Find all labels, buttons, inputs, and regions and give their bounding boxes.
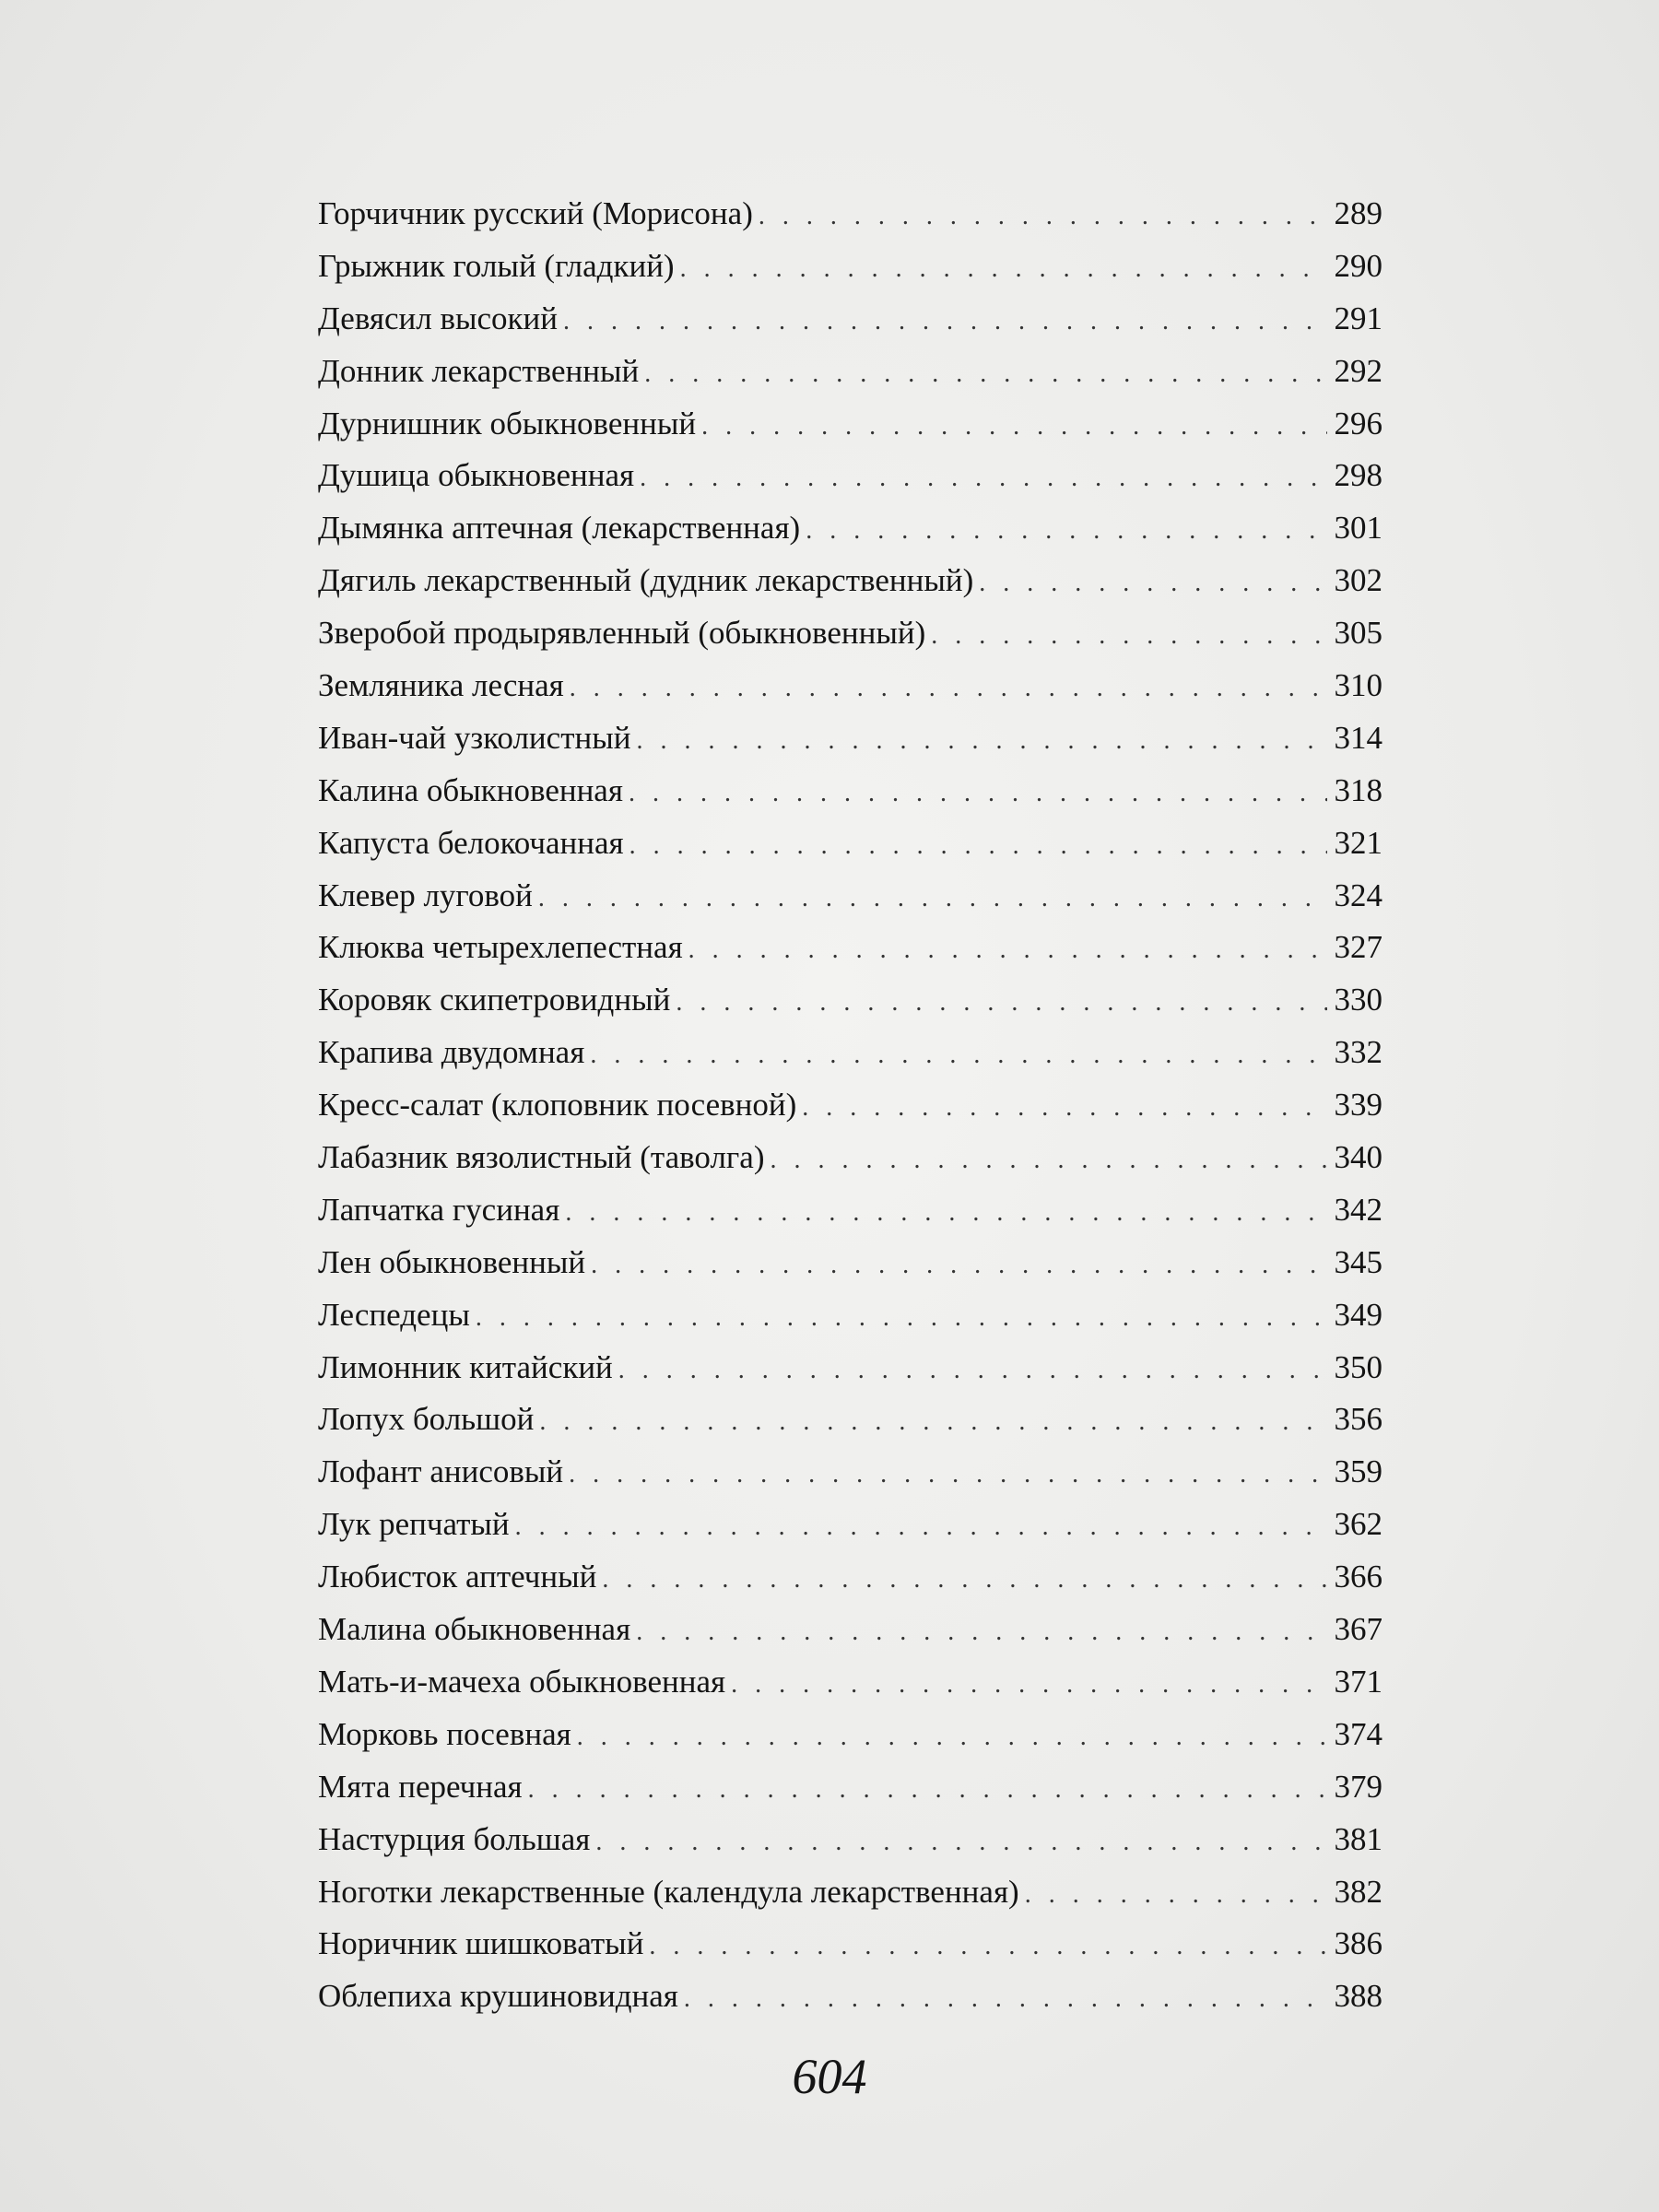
toc-entry-title: Кресс-салат (клоповник посевной) (318, 1087, 797, 1124)
toc-entry-title: Дурнишник обыкновенный (318, 405, 697, 441)
dot-leader (649, 1921, 1326, 1971)
toc-entry-page: 301 (1334, 510, 1382, 547)
dot-leader (577, 1712, 1327, 1761)
dot-leader (563, 296, 1326, 346)
dot-leader (570, 663, 1327, 712)
dot-leader (688, 924, 1327, 974)
toc-entry-title: Грыжник голый (гладкий) (318, 247, 675, 284)
toc-entry-page: 379 (1334, 1768, 1382, 1805)
toc-entry-page: 367 (1334, 1611, 1382, 1648)
dot-leader (618, 1345, 1327, 1394)
toc-entry-title: Земляника лесная (318, 667, 564, 704)
toc-entry-title: Малина обыкновенная (318, 1611, 631, 1648)
toc-entry-title: Донник лекарственный (318, 352, 640, 389)
toc-entry-title: Девясил высокий (318, 300, 559, 336)
toc-entry (318, 502, 1382, 555)
toc-entry-page: 382 (1334, 1873, 1382, 1910)
toc-entry-page: 349 (1334, 1296, 1382, 1333)
toc-entry-title: Лопух большой (318, 1401, 535, 1438)
dot-leader (595, 1817, 1326, 1866)
toc-entry (318, 660, 1382, 712)
toc-entry (318, 607, 1382, 660)
toc-entry-page: 388 (1334, 1978, 1382, 2015)
toc-entry (318, 188, 1382, 241)
dot-leader (636, 715, 1326, 765)
toc-entry-page: 339 (1334, 1087, 1382, 1124)
toc-entry-title: Мать-и-мачеха обыкновенная (318, 1663, 726, 1700)
toc-entry-title: Калина обыкновенная (318, 771, 623, 808)
toc-entry-page: 318 (1334, 771, 1382, 808)
toc-entry (318, 293, 1382, 346)
toc-entry-page: 362 (1334, 1506, 1382, 1543)
toc-entry-page: 289 (1334, 195, 1382, 231)
page-number: 604 (792, 2049, 867, 2104)
toc-entry-page: 296 (1334, 405, 1382, 441)
toc-entry-title: Горчичник русский (Морисона) (318, 195, 753, 231)
toc-entry-page: 381 (1334, 1820, 1382, 1857)
toc-entry-page: 356 (1334, 1401, 1382, 1438)
toc-entry (318, 1027, 1382, 1079)
dot-leader (640, 453, 1326, 502)
toc-entry (318, 1971, 1382, 2023)
toc-entry (318, 1079, 1382, 1132)
toc-entry-page: 298 (1334, 457, 1382, 494)
dot-leader (644, 348, 1326, 398)
toc-entry-title: Морковь посевная (318, 1715, 571, 1752)
dot-leader (591, 1240, 1326, 1289)
toc-entry (318, 1866, 1382, 1919)
toc-entry-page: 342 (1334, 1191, 1382, 1228)
dot-leader (629, 820, 1327, 870)
toc-entry-title: Зверобой продырявленный (обыкновенный) (318, 615, 926, 652)
toc-entry-page: 292 (1334, 352, 1382, 389)
toc-entry (318, 1237, 1382, 1289)
toc-entry-page: 291 (1334, 300, 1382, 336)
dot-leader (636, 1606, 1326, 1656)
toc-entry (318, 1132, 1382, 1184)
toc-entry-title: Ноготки лекарственные (календула лекарственная) (318, 1873, 1019, 1910)
toc-entry-page: 330 (1334, 982, 1382, 1018)
toc-entry-title: Настурция большая (318, 1820, 591, 1857)
dot-leader (676, 977, 1326, 1027)
toc-entry (318, 398, 1382, 451)
toc-entry-page: 366 (1334, 1559, 1382, 1595)
toc-entry-page: 310 (1334, 667, 1382, 704)
dot-leader (538, 873, 1327, 923)
dot-leader (684, 1973, 1327, 2023)
toc-entry (318, 870, 1382, 923)
dot-leader (802, 1082, 1326, 1132)
dot-leader (590, 1030, 1326, 1079)
toc-entry-page: 350 (1334, 1348, 1382, 1385)
dot-leader (565, 1187, 1326, 1237)
toc-entry (318, 1814, 1382, 1866)
toc-entry-title: Лен обыкновенный (318, 1243, 586, 1280)
toc-entry-page: 302 (1334, 562, 1382, 599)
dot-leader (602, 1554, 1326, 1604)
toc-entry (318, 1394, 1382, 1446)
toc-entry-title: Облепиха крушиновидная (318, 1978, 678, 2015)
toc-entry (318, 1656, 1382, 1709)
dot-leader (806, 505, 1326, 555)
toc-entry (318, 818, 1382, 870)
toc-entry-title: Крапива двудомная (318, 1034, 585, 1071)
toc-entry-page: 314 (1334, 719, 1382, 756)
toc-entry (318, 1551, 1382, 1604)
dot-leader (539, 1396, 1326, 1446)
toc-entry-page: 290 (1334, 247, 1382, 284)
toc-entry-title: Лук репчатый (318, 1506, 510, 1543)
dot-leader (476, 1292, 1327, 1342)
dot-leader (759, 191, 1327, 241)
dot-leader (1025, 1869, 1327, 1919)
toc-entry-title: Иван-чай узколистный (318, 719, 631, 756)
toc-entry (318, 922, 1382, 974)
toc-entry-title: Норичник шишковатый (318, 1925, 644, 1962)
toc-entry-title: Лабазник вязолистный (таволга) (318, 1139, 765, 1176)
toc-entry (318, 1289, 1382, 1342)
toc-entry (318, 1184, 1382, 1237)
toc-entry-title: Дягиль лекарственный (дудник лекарственный) (318, 562, 974, 599)
toc-entry-page: 340 (1334, 1139, 1382, 1176)
toc-entry (318, 1499, 1382, 1551)
toc-entry-page: 332 (1334, 1034, 1382, 1071)
toc-entry-title: Коровяк скипетровидный (318, 982, 671, 1018)
toc-entry (318, 1918, 1382, 1971)
toc-entry-title: Лапчатка гусиная (318, 1191, 560, 1228)
dot-leader (629, 768, 1327, 818)
toc-entry-page: 359 (1334, 1453, 1382, 1490)
toc-entry-page: 305 (1334, 615, 1382, 652)
toc-entry (318, 1342, 1382, 1394)
toc-entry-title: Любисток аптечный (318, 1559, 597, 1595)
toc-entry-title: Мята перечная (318, 1768, 523, 1805)
toc-entry-title: Капуста белокочанная (318, 824, 624, 861)
dot-leader (770, 1135, 1326, 1184)
dot-leader (515, 1501, 1327, 1551)
toc-entry-title: Леспедецы (318, 1296, 470, 1333)
dot-leader (528, 1764, 1327, 1814)
toc-entry (318, 765, 1382, 818)
toc-entry-title: Клюква четырехлепестная (318, 929, 683, 966)
dot-leader (979, 558, 1326, 607)
toc-entry-page: 374 (1334, 1715, 1382, 1752)
toc-entry-title: Душица обыкновенная (318, 457, 635, 494)
toc-entry-page: 321 (1334, 824, 1382, 861)
table-of-contents (318, 188, 1382, 2023)
toc-entry (318, 712, 1382, 765)
dot-leader (701, 401, 1326, 451)
toc-entry (318, 450, 1382, 502)
toc-entry-title: Дымянка аптечная (лекарственная) (318, 510, 801, 547)
toc-entry (318, 241, 1382, 293)
toc-entry-page: 324 (1334, 877, 1382, 913)
dot-leader (569, 1449, 1326, 1499)
toc-entry (318, 1709, 1382, 1761)
toc-entry-title: Клевер луговой (318, 877, 533, 913)
dot-leader (680, 243, 1327, 293)
toc-entry-title: Лофант анисовый (318, 1453, 564, 1490)
dot-leader (931, 610, 1326, 660)
toc-entry-page: 327 (1334, 929, 1382, 966)
toc-entry (318, 1604, 1382, 1656)
toc-entry-title: Лимонник китайский (318, 1348, 613, 1385)
toc-entry (318, 1761, 1382, 1814)
toc-entry (318, 974, 1382, 1027)
dot-leader (731, 1659, 1326, 1709)
toc-entry-page: 386 (1334, 1925, 1382, 1962)
toc-entry-page: 345 (1334, 1243, 1382, 1280)
toc-entry-page: 371 (1334, 1663, 1382, 1700)
toc-entry (318, 346, 1382, 398)
toc-entry (318, 1446, 1382, 1499)
toc-entry (318, 555, 1382, 607)
